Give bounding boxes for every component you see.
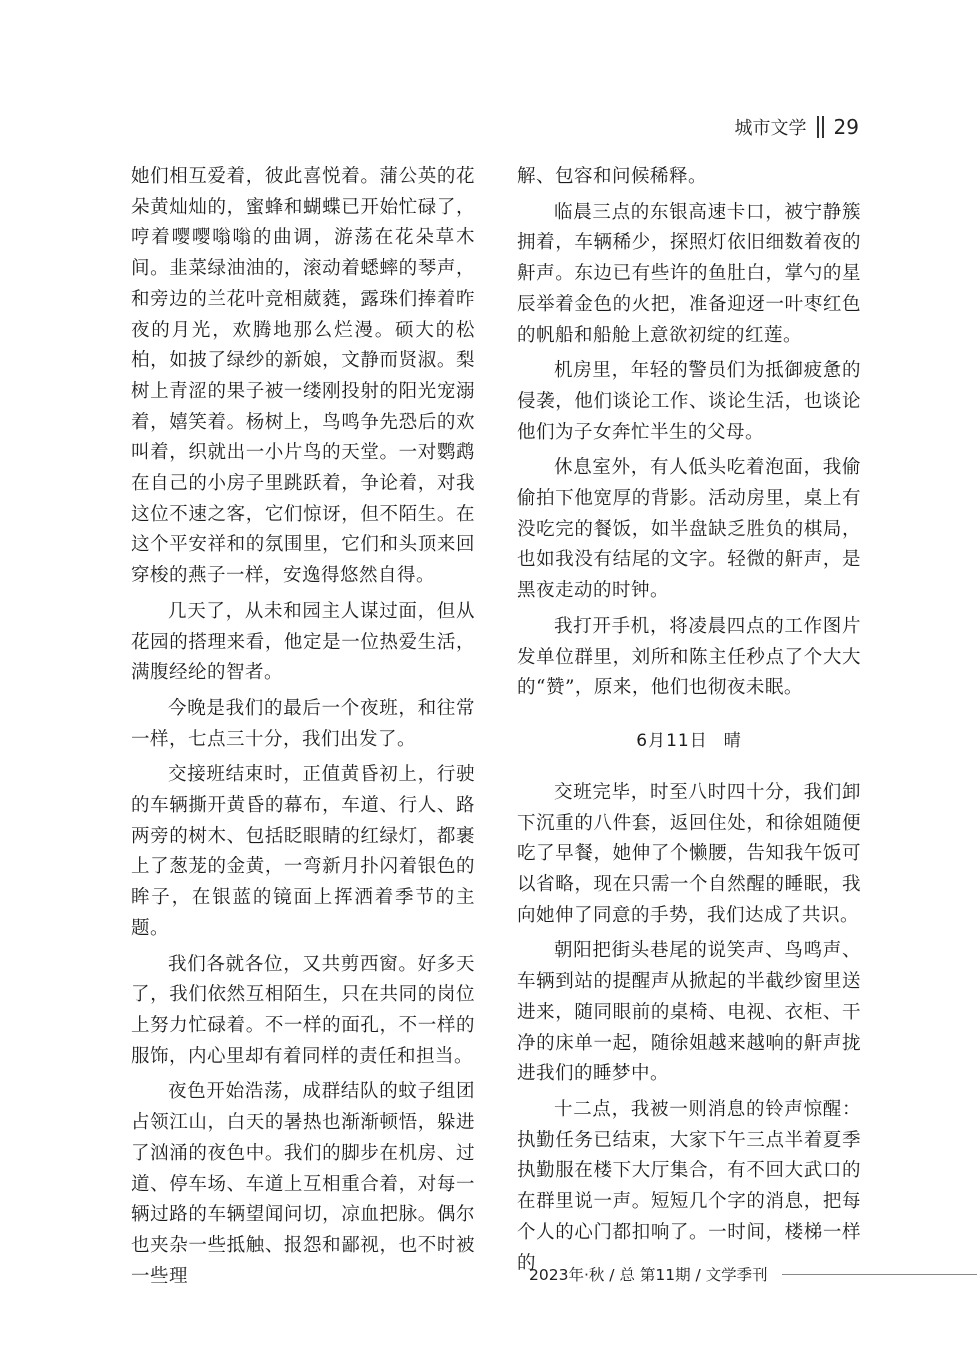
paragraph: 夜色开始浩荡，成群结队的蚊子组团占领江山，白天的暑热也渐渐顿悟，躲进了汹涌的夜色中。我们的脚步在机房、过道、停车场、车道上互相重合着，对每一辆过路的车辆望闻问切，凉血把脉。偶尔也夹杂一些抵触、报怨和鄙视，也不时被一些理	[131, 1081, 475, 1287]
paragraph: 交班完毕，时至八时四十分，我们卸下沉重的八件套，返回住处，和徐姐随便吃了早餐，她伸了个懒腰，告知我午饭可以省略，现在只需一个自然醒的睡眠，我向她伸了同意的手势，我们达成了共识。	[517, 781, 861, 926]
paragraph: 机房里，年轻的警员们为抵御疲惫的侵袭，他们谈论工作、谈论生活，也谈论他们为子女奔忙半生的父母。	[517, 360, 861, 443]
paragraph: 交接班结束时，正值黄昏初上，行驶的车辆撕开黄昏的幕布，车道、行人、路两旁的树木、包括眨眼睛的红绿灯，都裹上了葱茏的金黄，一弯新月扑闪着银色的眸子，在银蓝的镜面上挥洒着季节的主题。	[131, 764, 475, 939]
weather-label: 晴	[723, 730, 742, 751]
diary-date: 6月11日	[636, 730, 708, 751]
page-footer	[529, 1262, 977, 1286]
page-number: 29	[833, 115, 859, 139]
footer-rule	[782, 1274, 977, 1275]
right-column	[517, 162, 861, 1274]
paragraph: 几天了，从未和园主人谋过面，但从花园的搭理来看，他定是一位热爱生活，满腹经纶的智者。	[131, 600, 475, 684]
paragraph: 我打开手机，将凌晨四点的工作图片发单位群里，刘所和陈主任秒点了个大大的“赞”，原来，他们也彻夜未眠。	[517, 615, 861, 699]
paragraph: 她们相互爱着，彼此喜悦着。蒲公英的花朵黄灿灿的，蜜蜂和蝴蝶已开始忙碌了，哼着嘤嘤嗡嗡的曲调，游荡在花朵草木间。韭菜绿油油的，滚动着蟋蟀的琴声，和旁边的兰花叶竞相葳蕤，露珠们捧着昨夜的月光，欢腾地那么烂漫。硕大的松柏，如披了绿纱的新娘，文静而贤淑。梨树上青涩的果子被一缕刚投射的阳光宠溺着，嬉笑着。杨树上，鸟鸣争先恐后的欢叫着，织就出一小片鸟的天堂。一对鹦鹉在自己的小房子里跳跃着，争论着，对我这位不速之客，它们惊讶，但不陌生。在这个平安祥和的氛围里，它们和头顶来回穿梭的燕子一样，安逸得悠然自得。	[131, 166, 475, 587]
paragraph: 解、包容和问候稀释。	[517, 166, 708, 187]
paragraph: 休息室外，有人低头吃着泡面，我偷偷拍下他宽厚的背影。活动房里，桌上有没吃完的餐饭，如半盘缺乏胜负的棋局，也如我没有结尾的文字。轻微的鼾声，是黑夜走动的时钟。	[517, 457, 861, 602]
header-separator	[817, 116, 824, 138]
paragraph: 临晨三点的东银高速卡口，被宁静簇拥着，车辆稀少，探照灯依旧细数着夜的鼾声。东边已有些许的鱼肚白，掌勺的星辰举着金色的火把，准备迎迓一叶枣红色的帆船和船舱上意欲初绽的红莲。	[517, 201, 861, 346]
paragraph: 十二点，我被一则消息的铃声惊醒：执勤任务已结束，大家下午三点半着夏季执勤服在楼下大厅集合，有不回大武口的在群里说一声。短短几个字的消息，把每个人的心门都扣响了。一时间，楼梯一样的	[517, 1098, 861, 1274]
paragraph: 我们各就各位，又共剪西窗。好多天了，我们依然互相陌生，只在共同的岗位上努力忙碌着。不一样的面孔，不一样的服饰，内心里却有着同样的责任和担当。	[131, 953, 475, 1067]
diary-date-heading	[517, 726, 861, 756]
left-column	[131, 162, 475, 1287]
issue-info: 2023年·秋 / 总 第11期 / 文学季刊	[529, 1266, 768, 1284]
page-header	[735, 112, 859, 142]
paragraph: 今晚是我们的最后一个夜班，和往常一样，七点三十分，我们出发了。	[131, 697, 475, 750]
paragraph: 朝阳把街头巷尾的说笑声、鸟鸣声、车辆到站的提醒声从掀起的半截纱窗里送进来，随同眼前的桌椅、电视、衣柜、干净的床单一起，随徐姐越来越响的鼾声拢进我们的睡梦中。	[517, 940, 861, 1085]
magazine-title: 城市文学	[734, 118, 807, 139]
